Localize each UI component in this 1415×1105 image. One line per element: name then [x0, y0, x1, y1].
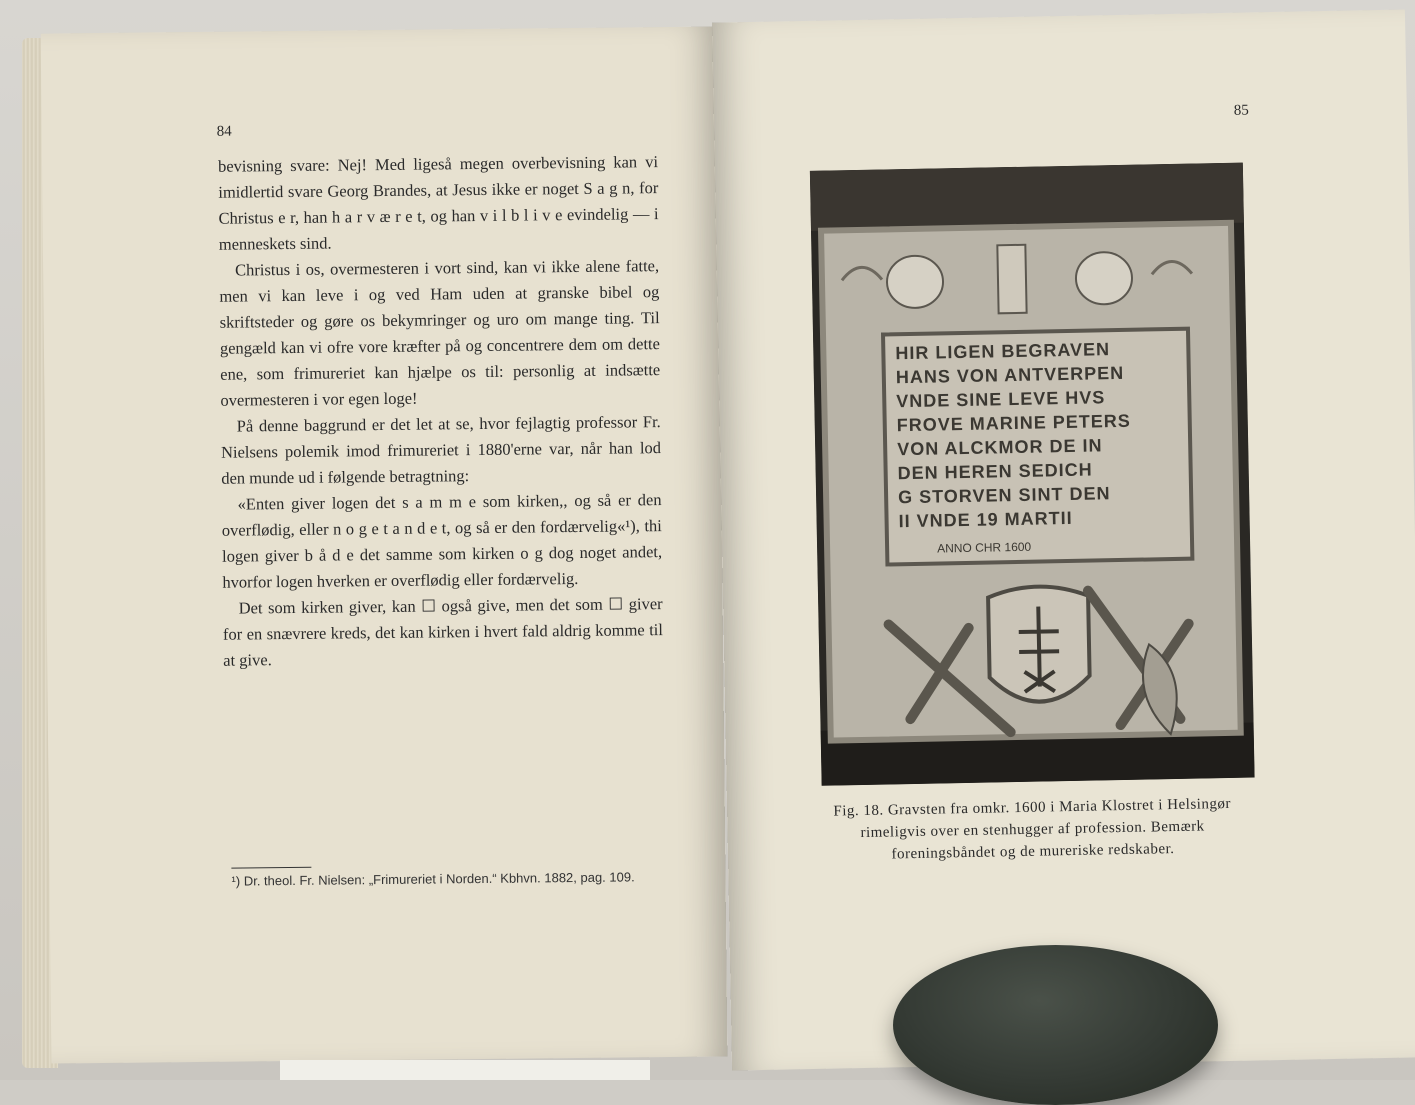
skull-right-icon: [1075, 252, 1132, 305]
page-number-right: 85: [1233, 102, 1249, 119]
paragraph: På denne baggrund er det let at se, hvor fejlagtig professor Fr. Nielsens polemik imod frimureriet i 1880'erne var, når han lod den munde ud i følgende betragtning:: [220, 412, 662, 488]
skull-left-icon: [887, 255, 944, 308]
page-number-left: 84: [216, 123, 232, 140]
inscription-line: ANNO CHR 1600: [937, 539, 1032, 556]
gravestone-illustration: [810, 163, 1255, 786]
footnote-rule: [231, 867, 311, 869]
inscription-line: VNDE SINE LEVE HVS: [896, 387, 1106, 412]
open-book: [22, 8, 1415, 1068]
paragraph: Det som kirken giver, kan ☐ også give, men det som ☐ giver for en snævrere kreds, det kan kirken i hvert fald aldrig komme til at give.: [222, 594, 664, 670]
inscription-line: FROVE MARINE PETERS: [896, 410, 1131, 436]
inscription-line: DEN HEREN SEDICH: [897, 459, 1093, 484]
paperweight-stone: [893, 945, 1218, 1105]
hourglass-icon: [997, 245, 1026, 314]
paragraph: «Enten giver logen det s a m m e som kirken,, og så er den overflødig, eller n o g e t a n d e t, og så er den fordærvelig«¹), thi logen giver b å d e det samme som kirken o g dog noget andet, hvorfor logen hverken er overflødig eller fordærvelig.: [221, 490, 663, 592]
inscription-line: G STORVEN SINT DEN: [897, 483, 1111, 508]
caption-line: rimeligvis over en stenhugger af profession. Bemærk: [860, 818, 1205, 842]
inscription-line: II VNDE 19 MARTII: [898, 507, 1073, 532]
caption-line: foreningsbåndet og de mureriske redskaber.: [891, 841, 1175, 863]
caption-line: Fig. 18. Gravsten fra omkr. 1600 i Maria Klostret i Helsingør: [833, 795, 1232, 820]
paragraph: bevisning svare: Nej! Med ligeså megen overbevisning kan vi imidlertid svare Georg Brandes, at Jesus ikke er noget S a g n, for Christus e r, han h a r v æ r e t, og han v i l b l i v e evindelig — i menneskets sind.: [217, 152, 659, 254]
inscription-line: HIR LIGEN BEGRAVEN: [895, 339, 1111, 364]
card-under-book: [280, 1060, 650, 1080]
inscription-line: HANS VON ANTVERPEN: [895, 362, 1125, 388]
body-text-left: [218, 149, 663, 674]
right-page: [712, 9, 1415, 1070]
inscription-line: VON ALCKMOR DE IN: [897, 435, 1103, 460]
figure-caption: [797, 792, 1268, 867]
left-page: [41, 26, 728, 1063]
gravestone-photo: [810, 163, 1255, 786]
paragraph: Christus i os, overmesteren i vort sind, kan vi ikke alene fatte, men vi kan leve i og ved Ham uden at granske bibel og skriftsteder og gøre os bekymringer og uro om mange ting. Til gengæld kan vi ofre vore kræfter på og concentrere dem om dette ene, som frimureriet kan hjælpe os til: personlig at indsætte overmesteren i vor egen loge!: [219, 256, 661, 410]
footnote: ¹) Dr. theol. Fr. Nielsen: „Frimureriet i Norden.“ Kbhvn. 1882, pag. 109.: [231, 869, 635, 889]
